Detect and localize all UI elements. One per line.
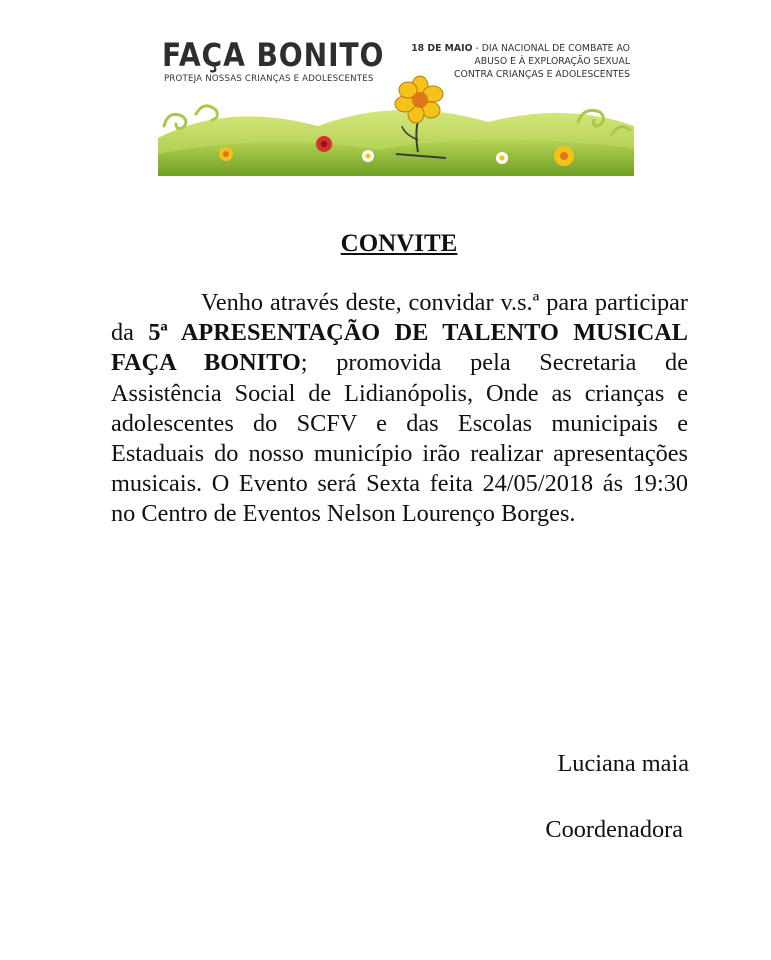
- banner-date-text: [408, 42, 630, 81]
- document-heading: CONVITE: [340, 230, 458, 257]
- event-title: 5ª APRESENTAÇÃO DE TALENTO MUSICAL FAÇA BONITO: [111, 319, 688, 377]
- signature-role: Coordenadora: [545, 816, 683, 843]
- signature-name: Luciana maia: [557, 750, 689, 777]
- banner-title: FAÇA BONITO: [162, 36, 385, 74]
- invitation-paragraph: [111, 288, 688, 530]
- banner-date-line1: - DIA NACIONAL DE COMBATE AO: [472, 43, 630, 54]
- banner-date-bold: 18 DE MAIO: [411, 43, 473, 54]
- body-text-1: Venho através deste, convidar v.s.ª para participar da: [111, 289, 688, 347]
- banner-subtitle: PROTEJA NOSSAS CRIANÇAS E ADOLESCENTES: [164, 74, 374, 84]
- banner-date-line2: ABUSO E À EXPLORAÇÃO SEXUAL: [474, 56, 630, 67]
- body-text-2: ; promovida pela Secretaria de Assistência Social de Lidianópolis, Onde as crianças e adolescentes do SCFV e das Escolas municipais e Estaduais do nosso município irão realizar apresentações musicais. O Evento será Sexta feita 24/05/2018 ás 19:30 no Centro de Eventos Nelson Lourenço Borges.: [111, 349, 688, 528]
- banner-date-line3: CONTRA CRIANÇAS E ADOLESCENTES: [454, 69, 630, 80]
- invitation-body: [111, 288, 688, 530]
- faca-bonito-banner: [158, 30, 634, 176]
